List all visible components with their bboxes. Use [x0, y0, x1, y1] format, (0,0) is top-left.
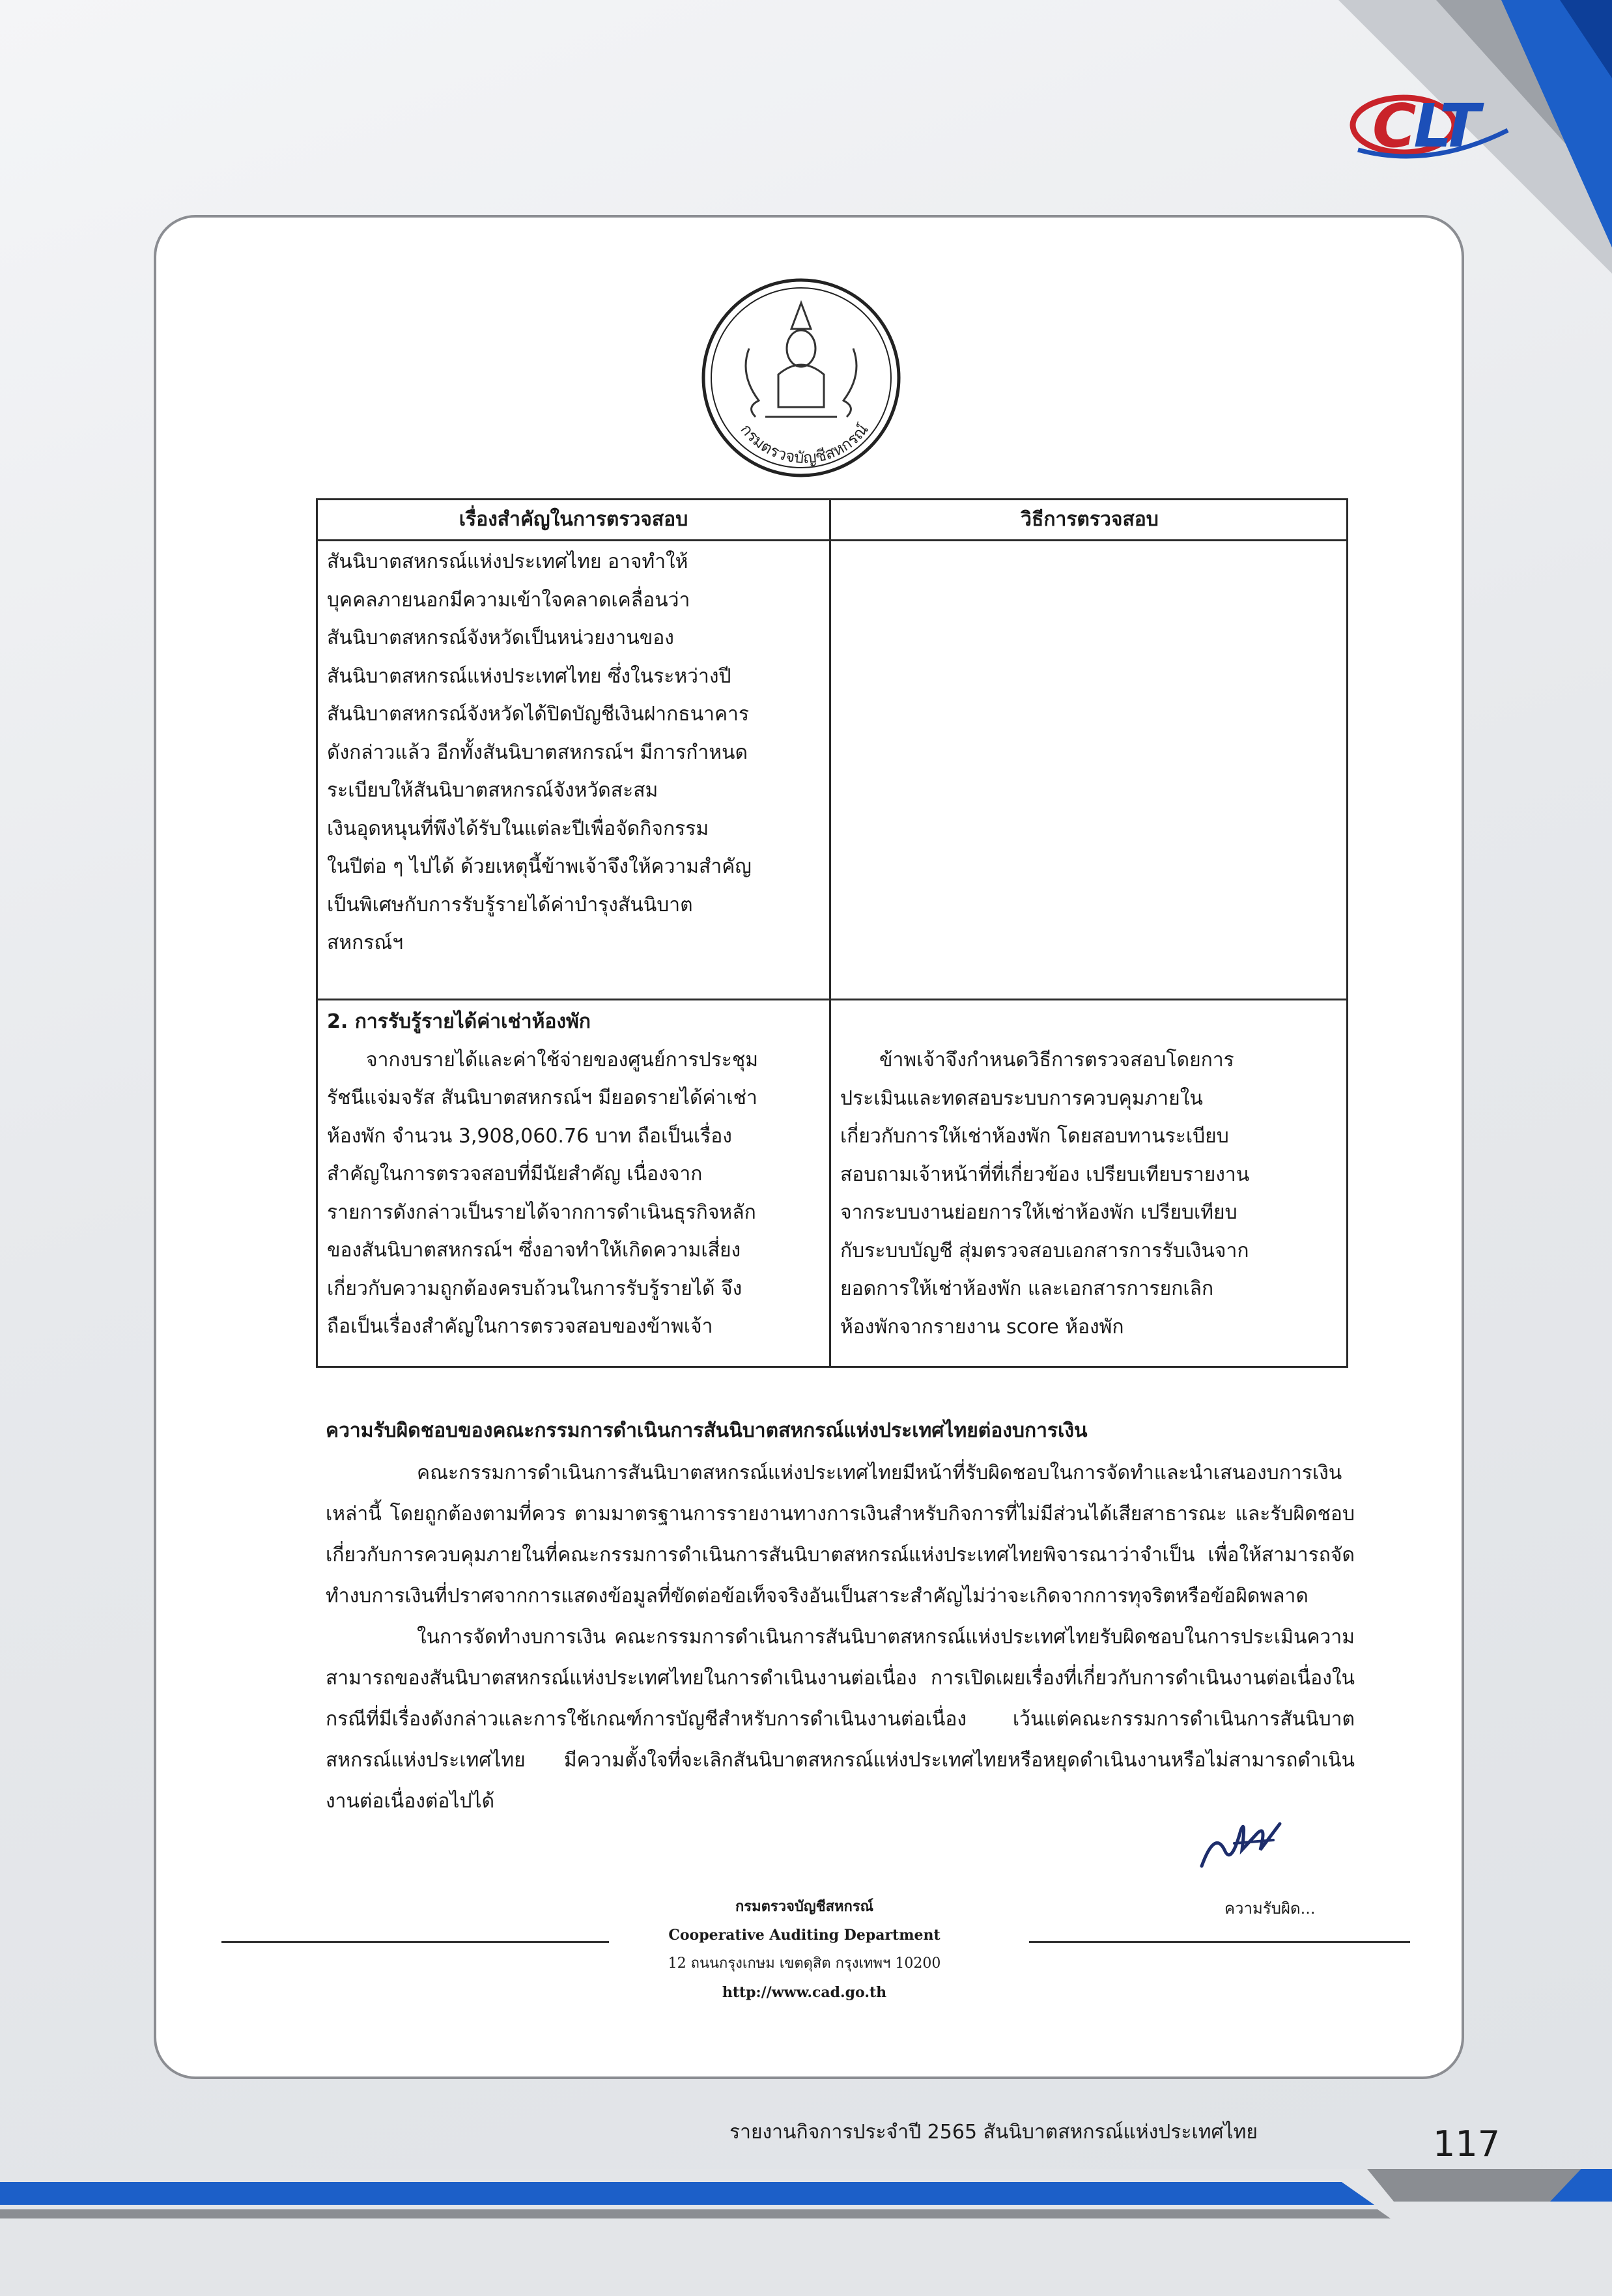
row2-proc-line: ห้องพักจากรายงาน score ห้องพัก — [840, 1315, 1124, 1339]
signature-icon — [1195, 1804, 1286, 1876]
department-address-block — [609, 1892, 1000, 2007]
dept-address: 12 ถนนกรุงเกษม เขตดุสิต กรุงเทพฯ 10200 — [668, 1955, 941, 1972]
page-number: 117 — [1433, 2123, 1501, 2164]
row1-line: สันนิบาตสหกรณ์จังหวัดเป็นหน่วยงานของ — [327, 627, 674, 649]
continued-marker: ความรับผิด... — [1224, 1899, 1316, 1918]
clt-logo — [1345, 85, 1514, 169]
row2-line: เกี่ยวกับความถูกต้องครบถ้วนในการรับรู้รายได้ จึง — [327, 1277, 742, 1300]
row2-heading: 2. การรับรู้รายได้ค่าเช่าห้องพัก — [327, 1010, 591, 1033]
row1-line: บุคคลภายนอกมีความเข้าใจคลาดเคลื่อนว่า — [327, 588, 690, 612]
row2-proc-line: ประเมินและทดสอบระบบการควบคุมภายใน — [840, 1086, 1203, 1110]
row1-line: เงินอุดหนุนที่พึงได้รับในแต่ละปีเพื่อจัดกิจกรรม — [327, 817, 709, 840]
bottom-stripes — [0, 2169, 1612, 2296]
row1-line: เป็นพิเศษกับการรับรู้รายได้ค่าบำรุงสันนิบาต — [327, 893, 693, 916]
row2-proc-line: จากระบบงานย่อยการให้เช่าห้องพัก เปรียบเทียบ — [840, 1201, 1237, 1224]
row1-line: ในปีต่อ ๆ ไปได้ ด้วยเหตุนี้ข้าพเจ้าจึงให้ความสำคัญ — [327, 855, 752, 878]
row1-line: ดังกล่าวแล้ว อีกทั้งสันนิบาตสหกรณ์ฯ มีการกำหนด — [327, 741, 748, 764]
row1-line: สหกรณ์ฯ — [327, 931, 404, 954]
row2-proc-line: สอบถามเจ้าหน้าที่ที่เกี่ยวข้อง เปรียบเทียบรายงาน — [840, 1163, 1250, 1186]
row1-matter-cell — [318, 543, 829, 963]
table-header-matters: เรื่องสำคัญในการตรวจสอบ — [459, 508, 688, 531]
department-seal-icon — [694, 277, 909, 485]
row2-proc-line: ข้าพเจ้าจึงกำหนดวิธีการตรวจสอบโดยการ — [879, 1049, 1234, 1071]
row2-matter-cell — [318, 1003, 829, 1346]
row2-line: ถือเป็นเรื่องสำคัญในการตรวจสอบของข้าพเจ้า — [327, 1315, 713, 1338]
row2-line: ห้องพัก จำนวน 3,908,060.76 บาท ถือเป็นเรื่อง — [327, 1124, 732, 1148]
dept-url: http://www.cad.go.th — [722, 1984, 887, 2001]
section-paragraph-1: คณะกรรมการดำเนินการสันนิบาตสหกรณ์แห่งประเทศไทยมีหน้าที่รับผิดชอบในการจัดทำและนำเสนองบการเงินเหล่านี้ โดยถูกต้องตามที่ควร ตามมาตรฐานการรายงานทางการเงินสำหรับกิจการที่ไม่มีส่วนได้เสียสาธารณะ และรับผิดชอบเกี่ยวกับการควบคุมภายในที่คณะกรรมการดำเนินการสันนิบาตสหกรณ์แห่งประเทศไทยพิจารณาว่าจำเป็น เพื่อให้สามารถจัดทำงบการเงินที่ปราศจากการแสดงข้อมูลที่ขัดต่อข้อเท็จจริงอันเป็นสาระสำคัญไม่ว่าจะเกิดจากการทุจริตหรือข้อผิดพลาด — [326, 1462, 1355, 1608]
footer-rule-left — [221, 1941, 609, 1943]
row2-line: จากงบรายได้และค่าใช้จ่ายของศูนย์การประชุม — [366, 1048, 758, 1071]
section-paragraph-2: ในการจัดทำงบการเงิน คณะกรรมการดำเนินการสันนิบาตสหกรณ์แห่งประเทศไทยรับผิดชอบในการประเมินความสามารถของสันนิบาตสหกรณ์แห่งประเทศไทยในการดำเนินงานต่อเนื่อง การเปิดเผยเรื่องที่เกี่ยวกับการดำเนินงานต่อเนื่องในกรณีที่มีเรื่องดังกล่าวและการใช้เกณฑ์การบัญชีสำหรับการดำเนินงานต่อเนื่อง เว้นแต่คณะกรรมการดำเนินการสันนิบาตสหกรณ์แห่งประเทศไทย มีความตั้งใจที่จะเลิกสันนิบาตสหกรณ์แห่งประเทศไทยหรือหยุดดำเนินงานหรือไม่สามารถดำเนินงานต่อเนื่องต่อไปได้ — [326, 1626, 1355, 1813]
dept-name-en: Cooperative Auditing Department — [668, 1927, 940, 1944]
row2-proc-line: กับระบบบัญชี สุ่มตรวจสอบเอกสารการรับเงินจาก — [840, 1239, 1249, 1262]
row1-line: สันนิบาตสหกรณ์แห่งประเทศไทย อาจทำให้ — [327, 550, 688, 573]
row2-procedure-cell — [831, 1042, 1348, 1346]
row2-line: สำคัญในการตรวจสอบที่มีนัยสำคัญ เนื่องจาก — [327, 1163, 703, 1185]
row1-line: ระเบียบให้สันนิบาตสหกรณ์จังหวัดสะสม — [327, 779, 658, 802]
dept-name-th: กรมตรวจบัญชีสหกรณ์ — [735, 1898, 874, 1915]
row2-line: รายการดังกล่าวเป็นรายได้จากการดำเนินธุรกิจหลัก — [327, 1200, 756, 1224]
row2-line: รัชนีแจ่มจรัส สันนิบาตสหกรณ์ฯ มียอดรายได้ค่าเช่า — [327, 1086, 757, 1109]
logo-letters-lt: LT — [1413, 91, 1478, 161]
row2-line: ของสันนิบาตสหกรณ์ฯ ซึ่งอาจทำให้เกิดความเสี่ยง — [327, 1239, 741, 1262]
seal-label: กรมตรวจบัญชีสหกรณ์ — [737, 420, 872, 468]
row2-proc-line: ยอดการให้เช่าห้องพัก และเอกสารการยกเลิก — [840, 1277, 1214, 1300]
row1-line: สันนิบาตสหกรณ์จังหวัดได้ปิดบัญชีเงินฝากธนาคาร — [327, 703, 749, 726]
footer-rule-right — [1029, 1941, 1410, 1943]
table-header-procedures: วิธีการตรวจสอบ — [1021, 508, 1159, 531]
section-title: ความรับผิดชอบของคณะกรรมการดำเนินการสันนิบาตสหกรณ์แห่งประเทศไทยต่องบการเงิน — [326, 1419, 1088, 1442]
report-title: รายงานกิจการประจำปี 2565 สันนิบาตสหกรณ์แห่งประเทศไทย — [729, 2121, 1258, 2144]
responsibility-section — [326, 1410, 1355, 1822]
row1-line: สันนิบาตสหกรณ์แห่งประเทศไทย ซึ่งในระหว่างปี — [327, 664, 731, 688]
key-audit-matters-table — [316, 498, 1348, 1368]
logo-letter-c: C — [1372, 91, 1414, 161]
row2-proc-line: เกี่ยวกับการให้เช่าห้องพัก โดยสอบทานระเบียบ — [840, 1125, 1229, 1148]
